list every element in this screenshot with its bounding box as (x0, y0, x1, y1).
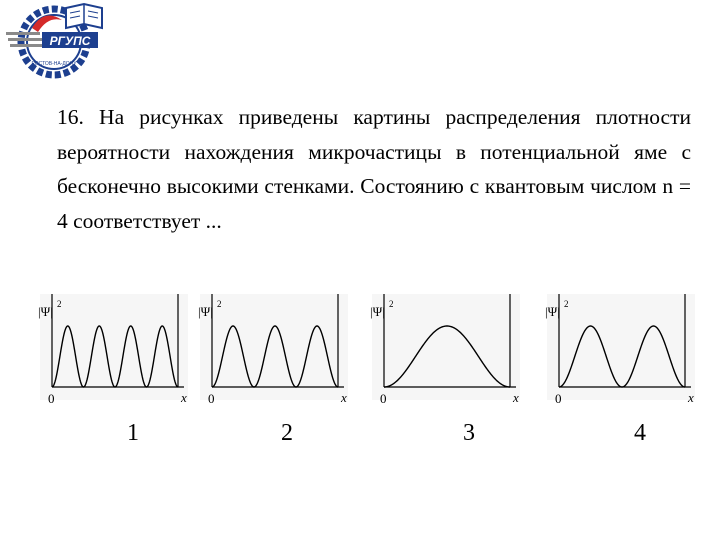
figure-panel-3[interactable] (370, 290, 520, 420)
university-logo (4, 2, 108, 84)
figure-number-2[interactable]: 2 (281, 420, 293, 446)
y-axis-label-exponent: 2 (217, 299, 222, 309)
figure-panel-2[interactable] (198, 290, 348, 420)
x-axis-label: x (341, 390, 347, 405)
plot-background (40, 294, 188, 400)
figure-number-3[interactable]: 3 (463, 420, 475, 446)
probability-density-plot (545, 290, 695, 420)
y-axis-label: |Ψ| (370, 304, 385, 319)
probability-density-plot (370, 290, 520, 420)
origin-label: 0 (208, 391, 215, 406)
y-axis-label: |Ψ| (38, 304, 53, 319)
origin-label: 0 (555, 391, 562, 406)
logo-subtext: РОСТОВ-НА-ДОНУ (31, 61, 77, 67)
figure-panel-1[interactable] (38, 290, 188, 420)
probability-density-plot (38, 290, 188, 420)
x-axis-label: x (181, 390, 187, 405)
plot-background (372, 294, 520, 400)
logo-text: РГУПС (49, 34, 91, 48)
origin-label: 0 (48, 391, 55, 406)
y-axis-label-exponent: 2 (564, 299, 569, 309)
y-axis-label-exponent: 2 (389, 299, 394, 309)
y-axis-label-exponent: 2 (57, 299, 62, 309)
x-axis-label: x (688, 390, 694, 405)
origin-label: 0 (380, 391, 387, 406)
question-text: 16. На рисунках приведены картины распределения плотности вероятности нахождения микрочастицы в потенциальной яме с бесконечно высокими стенками. Состоянию с квантовым числом n = 4 соответствует ... (57, 105, 691, 233)
y-axis-label: |Ψ| (545, 304, 560, 319)
figure-number-1[interactable]: 1 (127, 420, 139, 446)
x-axis-label: x (513, 390, 519, 405)
plot-background (547, 294, 695, 400)
rgups-emblem-icon (4, 2, 108, 84)
figure-panel-4[interactable] (545, 290, 695, 420)
figure-number-4[interactable]: 4 (634, 420, 646, 446)
probability-density-plot (198, 290, 348, 420)
y-axis-label: |Ψ| (198, 304, 213, 319)
